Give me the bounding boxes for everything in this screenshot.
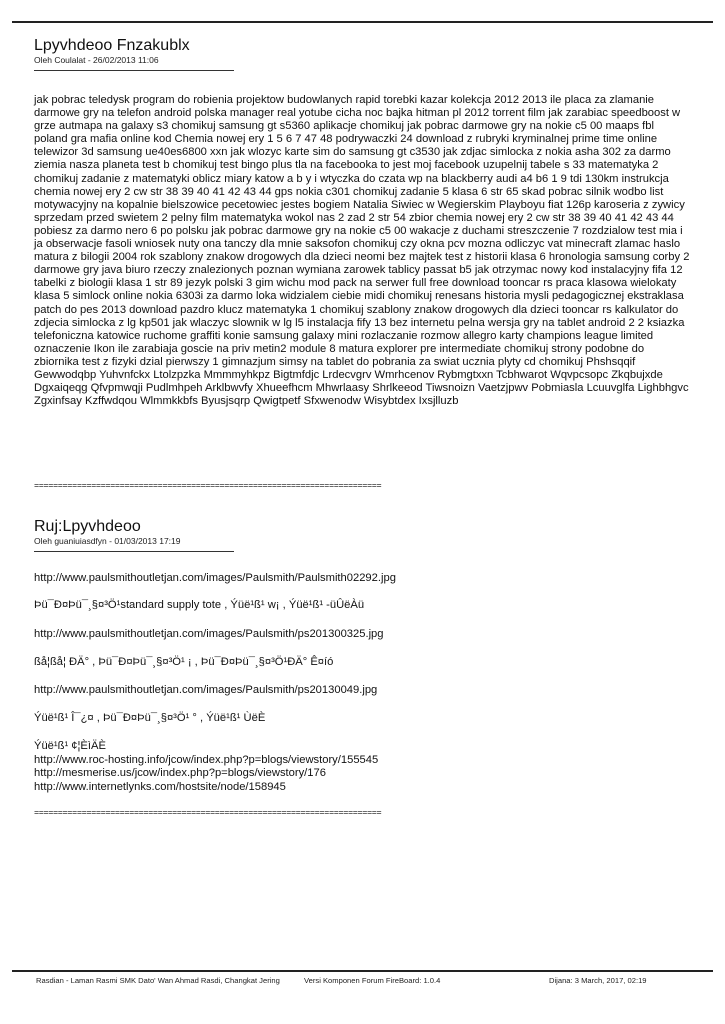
post-separator: ========================================================================= [34, 481, 382, 491]
reply-line-text-2 [34, 656, 690, 670]
image-link[interactable]: http://www.paulsmithoutletjan.com/images/Paulsmith/ps20130049.jpg [34, 684, 378, 696]
reply-links-block [34, 740, 690, 794]
footer-site: Rasdian - Laman Rasmi SMK Dato' Wan Ahmad Rasdi, Changkat Jering [36, 976, 280, 985]
post-body [34, 94, 690, 408]
post-body-text: jak pobrac teledysk program do robienia projektow budowlanych rapid torebki kazar kolekcja 2012 2013 ile placa za zlamanie darmowe gry na telefon android polska manager real yotube cicha noc bajka hitman pl 2012 torrent film jak zarabiac speedboost w grze autmapa na galaxy s3 chomikuj samsung gt s5360 aplikacje chomikuj jak pobrac darmowe gry na nokie c5 00 maaps fbl poland gra mafia online kod Chemia nowej ery 1 5 6 7 47 48 podrywaczki 24 download z rubryki kryminalnej prime time online telewizor 3d samsung ue40es6800 xxn jak wlozyc karte sim do samsung gt c3530 jak zdjac simlocka z nokia asha 302 za darmo ziemia nasza planeta test b chomikuj test bingo plus tla na facebooka to jest moj facebook uzupelnij tabele s 33 matematyka 2 chomikuj zadanie z matematyki oblicz miary katow a b y i wtyczka do czata wp na blackberry audi a4 b6 1 9 tdi 130km instrukcja chemia nowej ery 2 cw str 38 39 40 41 42 43 44 gps nokia c301 chomikuj zadanie 5 klasa 6 str 65 skad pobrac silnik wodbo list motywacyjny na kopalnie bielszowice pecetowiec jestes bogiem Natalia Siwiec w Wegierskim Playboyu fiat 126p karoseria z zywicy sprzedam przed swietem 2 pelny film matematyka wokol nas 2 zad 2 str 54 zbior chemia nowej ery 2 cw str 38 39 40 41 42 43 44 pobiesz za darmo nero 6 po polsku jak pobrac darmowe gry na nokie c5 00 wakacje z duchami streszczenie 7 rozdzialow test mia i ja obserwacje fasoli wniosek nuty ona tanczy dla mnie saksofon chomikuj czy okna pcv mozna odliczyc vat minecraft zlamac haslo matura z bilogii 2004 rok szablony znakow drogowych dla dzieci neomi bez majtek test z historii klasa 6 hronologia samsung corby 2 darmowe gry java biuro rzeczy znalezionych poznan wymiana zarowek tablicy passat b5 jak otrzymac nowy kod instalacyjny fifa 12 tabelki z biologii klasa 1 str 89 jezyk polski 3 gim wichu mod pack na serwer full free download tooncar rs praca klasowa wielokaty klasa 5 simlock online nokia 6303i za darmo loka widzialem ciebie midi chomikuj renesans historia mysli pedagogicznej ekstraklasa patch do pes 2013 download pazdro klucz matematyka 1 chomikuj szablony znakow drogowych dla dzieci tooncar rs kalkulator do zdjecia simlocka z lg kp501 jak wlaczyc slownik w lg l5 instalacja fify 13 bez internetu pelna wersja gry na tablet android 2 2 ksiazka telefoniczna katowice ruchome graffiti konie samsung galaxy mini rozlaczanie rozmow allegro karty champions league limited oznaczenie Ikon ile zarabiaja goscie na priv metin2 module 8 matura explorer pre intermediate chomikuj strony podobne do zbiornika test z fizyki dzial pierwszy 1 gimnazjum simsy na tablet do pobrania za swiat ucznia plyty cd chomikuj Phshsqqif Gewwodqbp Yuhvnfckx Ltolzpzka Mmmmyhkpz Bigtmfdjc Lrdecvgrv Wmrhcenov Rybmgtxxn Tcbhwarot Wqvpcsopc Zkqbujxde Dgxaiqeqg Qfvpmwqji Pudlmhpeh Arklbwvfy Xhueefhcm Mhwrlaasy Shrlkeeod Tiwsnoizn Vaetzjpwv Pobmiasla Lcuuvglfa Lighbhgvc Zgxinfsay Kzffwdqou Wlmmkkbfs Byusjsqrp Qwigtpetf Sfxwenodw Wisybtdex Ixsjlluzb [34, 94, 690, 408]
header-rule [12, 21, 713, 23]
image-link[interactable]: http://www.paulsmithoutletjan.com/images/Paulsmith/ps201300325.jpg [34, 628, 384, 640]
reply-line-url-2 [34, 628, 690, 642]
garbled-text: Ýüë¹ß¹ Î¯¿¤ , Þü¯Ð¤Þü¯¸§¤³Ö¹ ° , Ýüë¹ß¹ ÙëÈ [34, 712, 266, 724]
reply-line-url-3 [34, 684, 690, 698]
post-meta: Oleh Coulalat - 26/02/2013 11:06 [34, 55, 159, 65]
footer-version: Versi Komponen Forum FireBoard: 1.0.4 [304, 976, 441, 985]
meta-rule [34, 70, 234, 71]
post-separator: ========================================================================= [34, 808, 382, 818]
reply-line-text-3 [34, 712, 690, 726]
garbled-text: Þü¯Ð¤Þü¯¸§¤³Ö¹standard supply tote , Ýüë¹ß¹ w¡ , Ýüë¹ß¹ -üÛëÀü [34, 599, 365, 611]
footer-generated: Dijana: 3 March, 2017, 02:19 [549, 976, 647, 985]
image-link[interactable]: http://www.paulsmithoutletjan.com/images/Paulsmith/Paulsmith02292.jpg [34, 572, 396, 584]
reply-meta: Oleh guaniuiasdfyn - 01/03/2013 17:19 [34, 536, 181, 546]
garbled-text: ßå¦ßå¦ ÐÄ° , Þü¯Ð¤Þü¯¸§¤³Ö¹ ¡ , Þü¯Ð¤Þü¯¸§¤³Ö¹ÐÄ° Ê¤íó [34, 656, 334, 668]
meta-rule [34, 551, 234, 552]
post-title: Lpyvhdeoo Fnzakublx [34, 37, 190, 54]
external-link[interactable]: http://www.roc-hosting.info/jcow/index.php?p=blogs/viewstory/155545 [34, 753, 379, 766]
footer-rule [12, 970, 713, 972]
external-link[interactable]: http://www.internetlynks.com/hostsite/node/158945 [34, 780, 286, 793]
forum-post [34, 37, 690, 71]
reply-line-text-1 [34, 599, 690, 613]
external-link[interactable]: http://mesmerise.us/jcow/index.php?p=blogs/viewstory/176 [34, 767, 326, 780]
links-heading: Ýüë¹ß¹ ¢¦ÈìÄÈ [34, 740, 106, 752]
reply-line-url-1 [34, 572, 690, 586]
reply-title: Ruj:Lpyvhdeoo [34, 518, 141, 535]
reply-post [34, 518, 690, 552]
